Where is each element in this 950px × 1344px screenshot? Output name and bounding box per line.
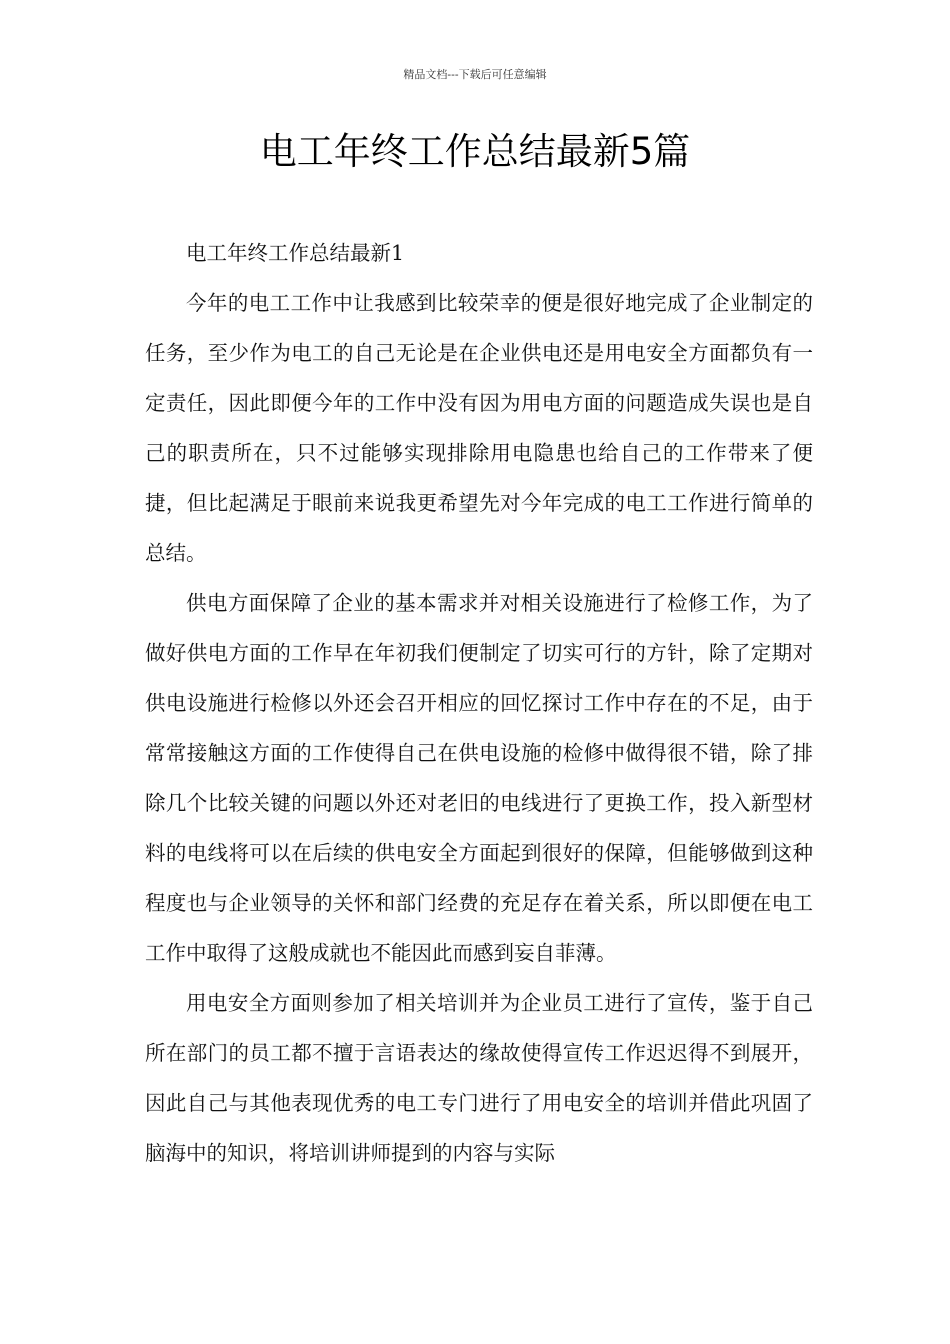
section-heading: 电工年终工作总结最新1: [186, 241, 405, 265]
document-title: 电工年终工作总结最新5篇: [259, 130, 691, 173]
document-body: [145, 228, 813, 1178]
body-paragraph: 今年的电工工作中让我感到比较荣幸的便是很好地完成了企业制定的任务，至少作为电工的自己无论是在企业供电还是用电安全方面都负有一定责任，因此即便今年的工作中没有因为用电方面的问题造成失误也是自己的职责所在，只不过能够实现排除用电隐患也给自己的工作带来了便捷，但比起满足于眼前来说我更希望先对今年完成的电工工作进行简单的总结。: [145, 291, 813, 565]
body-paragraph: 用电安全方面则参加了相关培训并为企业员工进行了宣传，鉴于自己所在部门的员工都不擅于言语表达的缘故使得宣传工作迟迟得不到展开，因此自己与其他表现优秀的电工专门进行了用电安全的培训并借此巩固了脑海中的知识，将培训讲师提到的内容与实际: [145, 991, 813, 1165]
header-note: 精品文档---下载后可任意编辑: [403, 68, 547, 81]
body-paragraph: 供电方面保障了企业的基本需求并对相关设施进行了检修工作，为了做好供电方面的工作早在年初我们便制定了切实可行的方针，除了定期对供电设施进行检修以外还会召开相应的回忆探讨工作中存在的不足，由于常常接触这方面的工作使得自己在供电设施的检修中做得很不错，除了排除几个比较关键的问题以外还对老旧的电线进行了更换工作，投入新型材料的电线将可以在后续的供电安全方面起到很好的保障，但能够做到这种程度也与企业领导的关怀和部门经费的充足存在着关系，所以即便在电工工作中取得了这般成就也不能因此而感到妄自菲薄。: [145, 591, 813, 965]
